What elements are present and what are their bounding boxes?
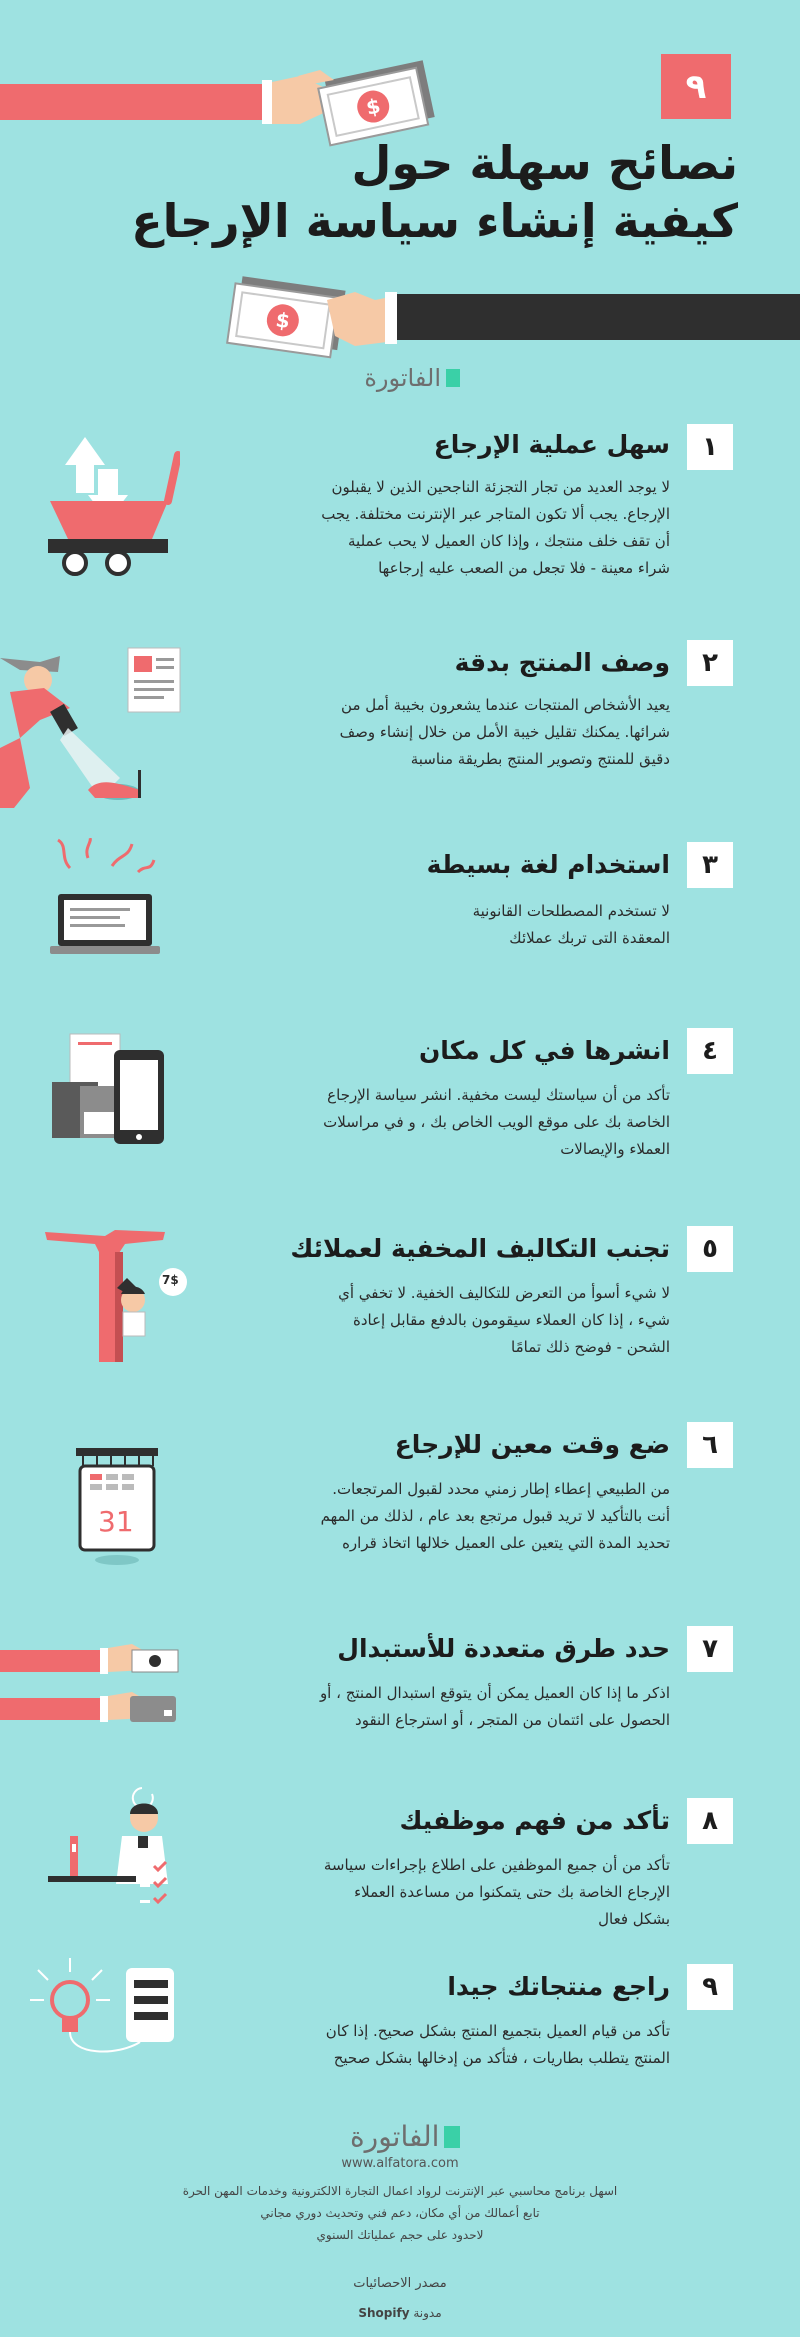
employee-icon bbox=[44, 1784, 184, 1916]
price-bubble-text: 7$ bbox=[162, 1273, 179, 1287]
step-body-line: لا شيء أسوأ من التعرض للتكاليف الخفية. لا تخفي أي bbox=[338, 1284, 670, 1302]
step-badge-1: ١ bbox=[687, 424, 733, 470]
step-body-line: شراء معينة - فلا تجعل من الصعب عليه إرجاعها bbox=[378, 559, 670, 577]
step-title-9: راجع منتجاتك جيدا bbox=[447, 1972, 670, 2001]
source-credit bbox=[0, 2306, 800, 2320]
calendar-day-number: 31 bbox=[98, 1505, 134, 1538]
step-badge-5: ٥ bbox=[687, 1226, 733, 1272]
step-badge-8: ٨ bbox=[687, 1798, 733, 1844]
step-body-line: بشكل فعال bbox=[598, 1910, 670, 1928]
step-badge-7: ٧ bbox=[687, 1626, 733, 1672]
step-body-2 bbox=[340, 692, 670, 773]
step-body-line: شرائها. يمكنك تقليل خيبة الأمل من خلال إنشاء وصف bbox=[339, 723, 670, 741]
step-title-8: تأكد من فهم موظفيك bbox=[399, 1806, 670, 1835]
step-body-9 bbox=[326, 2018, 670, 2072]
step-title-2: وصف المنتج بدقة bbox=[454, 648, 670, 677]
step-body-line: المعقدة التى تربك عملائك bbox=[509, 929, 670, 947]
step-title-6: ضع وقت معين للإرجاع bbox=[394, 1430, 670, 1459]
footer-line-3: لاحدود على حجم عملياتك السنوي bbox=[316, 2228, 484, 2242]
footer-line-2: تابع أعمالك من أي مكان، دعم فني وتحديث دوري مجاني bbox=[260, 2206, 540, 2220]
step-body-line: تأكد من أن سياستك ليست مخفية. انشر سياسة الإرجاع bbox=[327, 1086, 670, 1104]
step-body-line: لا تستخدم المصطلحات القانونية bbox=[472, 902, 670, 920]
hand-money-top-icon bbox=[0, 40, 440, 150]
brand-mark-icon bbox=[444, 2126, 460, 2148]
page-title-line1: نصائح سهلة حول bbox=[351, 136, 738, 190]
step-title-1: سهل عملية الإرجاع bbox=[433, 430, 670, 459]
step-body-5 bbox=[338, 1280, 670, 1361]
footer-brand-name: الفاتورة bbox=[350, 2120, 440, 2153]
step-body-7 bbox=[320, 1680, 670, 1734]
step-badge-2: ٢ bbox=[687, 640, 733, 686]
detective-icon bbox=[0, 628, 190, 810]
step-body-1 bbox=[321, 474, 670, 582]
svg-text:$: $ bbox=[363, 93, 383, 120]
source-label: مصدر الاحصائيات bbox=[353, 2276, 447, 2291]
step-body-line: تأكد من قيام العميل بتجميع المنتج بشكل صحيح. إذا كان bbox=[325, 2022, 670, 2040]
source-name: Shopify bbox=[358, 2306, 410, 2320]
infographic-number-badge: ٩ bbox=[661, 54, 731, 119]
footer-url[interactable]: www.alfatora.com bbox=[341, 2156, 459, 2171]
step-body-line: من الطبيعي إعطاء إطار زمني محدد لقبول المرتجعات. bbox=[332, 1480, 670, 1498]
step-badge-9: ٩ bbox=[687, 1964, 733, 2010]
step-badge-4: ٤ bbox=[687, 1028, 733, 1074]
step-title-5: تجنب التكاليف المخفية لعملائك bbox=[290, 1234, 670, 1263]
step-body-line: تأكد من أن جميع الموظفين على اطلاع بإجراءات سياسة bbox=[323, 1856, 670, 1874]
footer-brand-logo bbox=[350, 2120, 460, 2153]
step-badge-3: ٣ bbox=[687, 842, 733, 888]
step-title-3: استخدام لغة بسيطة bbox=[426, 850, 670, 879]
source-suffix: مدونة bbox=[413, 2306, 442, 2320]
step-body-line: العملاء والإيصالات bbox=[560, 1140, 670, 1158]
step-body-line: الشحن - فوضح ذلك تمامًا bbox=[511, 1338, 670, 1356]
hidden-cost-icon bbox=[45, 1226, 195, 1362]
step-badge-6: ٦ bbox=[687, 1422, 733, 1468]
step-title-4: انشرها في كل مكان bbox=[418, 1036, 670, 1065]
step-body-line: أنت بالتأكيد لا تريد قبول مرتجع بعد عام ، لذلك من المهم bbox=[320, 1507, 670, 1525]
payment-icon bbox=[0, 1640, 182, 1736]
step-body-line: يعيد الأشخاص المنتجات عندما يشعرون بخيبة أمل من bbox=[341, 696, 670, 714]
step-body-line: الحصول على ائتمان من المتجر ، أو استرجاع النقود bbox=[355, 1711, 670, 1729]
brand-logo bbox=[350, 364, 460, 392]
footer-line-1: اسهل برنامج محاسبي عبر الإنترنت لرواد اعمال التجارة الالكترونية وخدمات المهن الحرة bbox=[182, 2184, 618, 2198]
step-body-3 bbox=[473, 898, 670, 952]
brand-mark-icon bbox=[446, 369, 460, 387]
step-body-line: الإرجاع الخاصة بك حتى يتمكنوا من مساعدة العملاء bbox=[354, 1883, 670, 1901]
step-body-line: اذكر ما إذا كان العميل يمكن أن يتوقع استبدال المنتج ، أو bbox=[319, 1684, 670, 1702]
step-title-7: حدد طرق متعددة للأستبدال bbox=[337, 1634, 670, 1663]
devices-icon bbox=[50, 1028, 170, 1148]
step-body-line: شيء ، إذا كان العملاء سيقومون بالدفع مقابل إعادة bbox=[352, 1311, 670, 1329]
step-body-8 bbox=[324, 1852, 670, 1933]
step-body-line: الخاصة بك على موقع الويب الخاص بك ، و في مراسلات bbox=[323, 1113, 670, 1131]
page-title-line2: كيفية إنشاء سياسة الإرجاع bbox=[131, 194, 738, 248]
step-body-4 bbox=[323, 1082, 670, 1163]
step-body-line: المنتج يتطلب بطاريات ، فتأكد من إدخالها بشكل صحيح bbox=[333, 2049, 670, 2067]
step-body-line: أن تقف خلف منتجك ، وإذا كان العميل لا يحب عملية bbox=[348, 532, 670, 550]
step-body-line: لا يوجد العديد من تجار التجزئة الناجحين الذين لا يقبلون bbox=[331, 478, 670, 496]
lightbulb-battery-icon bbox=[28, 1956, 178, 2066]
step-body-line: الإرجاع. يجب ألا تكون المتاجر عبر الإنترنت مختلفة. يجب bbox=[321, 505, 670, 523]
laptop-icon bbox=[50, 838, 160, 958]
brand-name: الفاتورة bbox=[364, 364, 441, 392]
step-body-6 bbox=[321, 1476, 670, 1557]
hand-money-bottom-icon bbox=[225, 270, 800, 370]
step-body-line: تحديد المدة التي يتعين على العميل خلالها اتخاذ قراره bbox=[342, 1534, 670, 1552]
shopping-cart-icon bbox=[40, 425, 180, 580]
svg-text:$: $ bbox=[274, 307, 292, 334]
step-body-line: دقيق للمنتج وتصوير المنتج بطريقة مناسبة bbox=[410, 750, 670, 768]
